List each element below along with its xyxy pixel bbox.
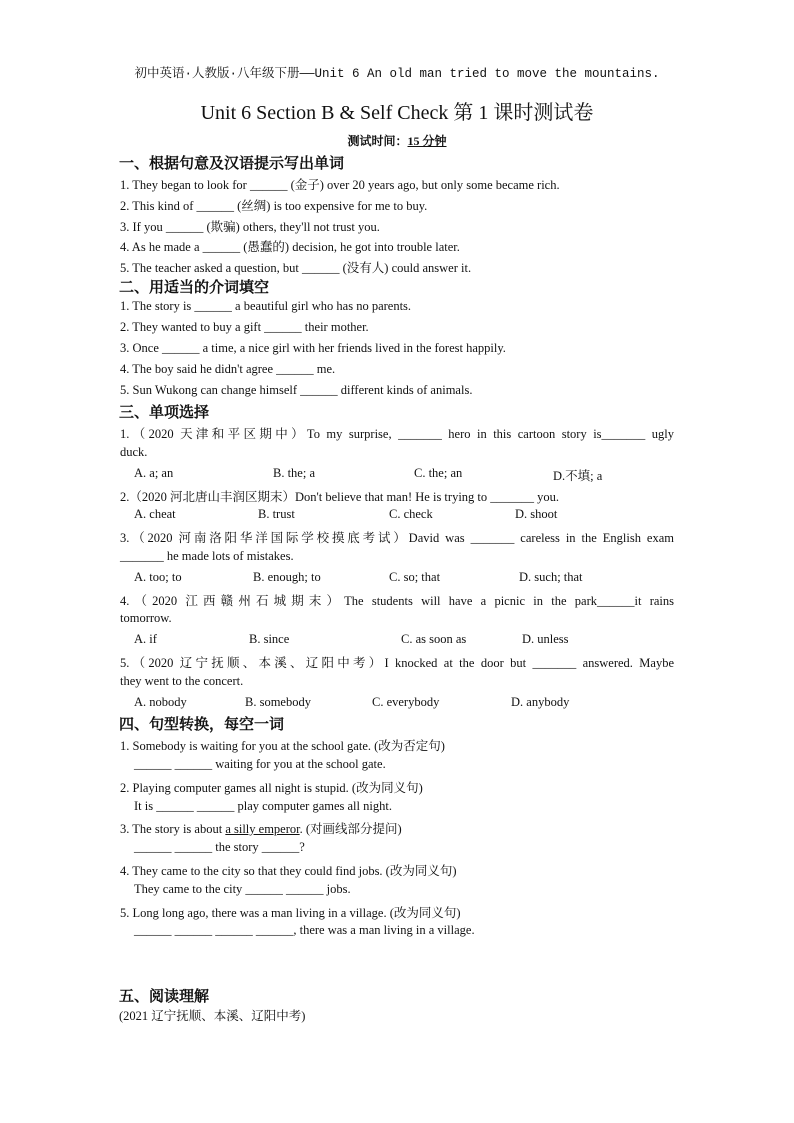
section1-item: 1. They began to look for ______ (金子) over 20 years ago, but only some became rich. <box>120 178 560 192</box>
question-1-stem-cont: duck. <box>120 445 148 459</box>
transform-4-question: 4. They came to the city so that they could find jobs. (改为同义句) <box>120 864 457 878</box>
q2-option-c: C. check <box>389 507 433 521</box>
transform-1-question: 1. Somebody is waiting for you at the school gate. (改为否定句) <box>120 739 445 753</box>
q2-option-a: A. cheat <box>134 507 176 521</box>
section2-item: 3. Once ______ a time, a nice girl with her friends lived in the forest happily. <box>120 341 506 355</box>
q5-option-a: A. nobody <box>134 695 187 709</box>
transform-4-answer: They came to the city ______ ______ jobs. <box>134 882 351 896</box>
question-5-stem: 5.（2020 辽宁抚顺、本溪、辽阳中考）I knocked at the door but _______ answered. Maybe <box>120 656 674 670</box>
transform-3-question-pre: 3. The story is about <box>120 822 226 836</box>
q5-option-d: D. anybody <box>511 695 570 709</box>
section1-item: 5. The teacher asked a question, but ______ (没有人) could answer it. <box>120 261 472 275</box>
transform-3-question <box>120 819 402 837</box>
q1-option-d: D.不填; a <box>553 469 603 483</box>
transform-3-answer: ______ ______ the story ______? <box>134 840 305 854</box>
test-time-label: 测试时间： <box>347 134 408 148</box>
question-2-stem: 2.（2020 河北唐山丰润区期末）Don't believe that man! He is trying to _______ you. <box>120 490 560 504</box>
underlined-phrase: a silly emperor <box>225 822 300 836</box>
reading-source: (2021 辽宁抚顺、本溪、辽阳中考) <box>119 1009 306 1023</box>
section2-item: 1. The story is ______ a beautiful girl who has no parents. <box>120 299 412 313</box>
page-header: 初中英语·人教版·八年级下册——Unit 6 An old man tried to move the mountains. <box>134 67 660 81</box>
transform-2-question: 2. Playing computer games all night is stupid. (改为同义句) <box>120 781 423 795</box>
q2-option-b: B. trust <box>258 507 295 521</box>
transform-5-answer: ______ ______ ______ ______, there was a man living in a village. <box>134 923 475 937</box>
q1-option-a: A. a; an <box>134 466 174 480</box>
section1-item: 4. As he made a ______ (愚蠢的) decision, he got into trouble later. <box>120 240 460 254</box>
section1-item: 3. If you ______ (欺骗) others, they'll not trust you. <box>120 220 380 234</box>
section3-heading: 三、单项选择 <box>119 403 210 421</box>
test-time <box>0 132 794 149</box>
transform-5-question: 5. Long long ago, there was a man living in a village. (改为同义句) <box>120 906 461 920</box>
q3-option-a: A. too; to <box>134 570 182 584</box>
q4-option-d: D. unless <box>522 632 569 646</box>
question-3-stem-cont: _______ he made lots of mistakes. <box>120 549 294 563</box>
section1-heading: 一、根据句意及汉语提示写出单词 <box>119 154 345 172</box>
question-5-stem-cont: they went to the concert. <box>120 674 244 688</box>
test-time-value: 15 分钟 <box>407 134 447 148</box>
section1-item: 2. This kind of ______ (丝绸) is too expensive for me to buy. <box>120 199 428 213</box>
q1-option-b: B. the; a <box>273 466 316 480</box>
section2-heading: 二、用适当的介词填空 <box>119 278 270 296</box>
q5-option-b: B. somebody <box>245 695 311 709</box>
q2-option-d: D. shoot <box>515 507 558 521</box>
section2-item: 4. The boy said he didn't agree ______ me. <box>120 362 336 376</box>
page-title: Unit 6 Section B & Self Check 第 1 课时测试卷 <box>200 102 594 124</box>
q4-option-b: B. since <box>249 632 290 646</box>
transform-3-question-post: . (对画线部分提问) <box>299 822 402 836</box>
q3-option-d: D. such; that <box>519 570 583 584</box>
question-4-stem-cont: tomorrow. <box>120 611 172 625</box>
question-3-stem: 3.（2020 河南洛阳华洋国际学校摸底考试）David was _______ careless in the English exam <box>120 531 674 545</box>
transform-2-answer: It is ______ ______ play computer games all night. <box>134 799 392 813</box>
transform-1-answer: ______ ______ waiting for you at the school gate. <box>134 757 386 771</box>
section2-item: 2. They wanted to buy a gift ______ their mother. <box>120 320 369 334</box>
q3-option-b: B. enough; to <box>253 570 321 584</box>
section5-heading: 五、阅读理解 <box>119 987 210 1005</box>
section2-item: 5. Sun Wukong can change himself ______ different kinds of animals. <box>120 383 473 397</box>
q4-option-a: A. if <box>134 632 157 646</box>
question-4-stem: 4.（2020 江西赣州石城期末）The students will have a picnic in the park______it rains <box>120 594 674 608</box>
q5-option-c: C. everybody <box>372 695 440 709</box>
q4-option-c: C. as soon as <box>401 632 467 646</box>
question-1-stem: 1.（2020 天津和平区期中）To my surprise, _______ hero in this cartoon story is_______ ugly <box>120 427 674 441</box>
q1-option-c: C. the; an <box>414 466 463 480</box>
q3-option-c: C. so; that <box>389 570 441 584</box>
section4-heading: 四、句型转换，每空一词 <box>119 715 285 733</box>
